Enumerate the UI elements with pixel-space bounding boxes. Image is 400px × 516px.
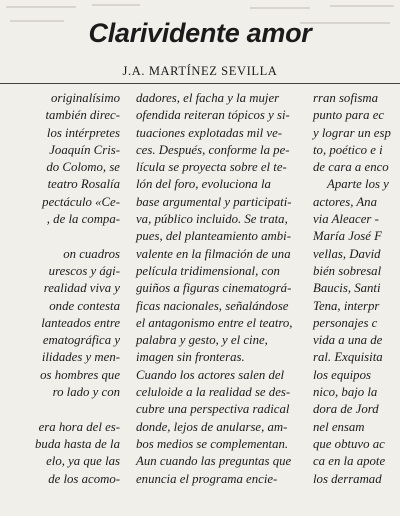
text-line: personajes c <box>313 315 378 330</box>
text-line: los intérpretes <box>46 125 120 140</box>
text-line: urescos y ági- <box>48 263 120 278</box>
byline-divider <box>0 83 400 84</box>
text-line: nico, bajo la <box>313 385 378 400</box>
text-line: onde contesta <box>49 298 120 313</box>
text-line: lícula se proyecta sobre el te- <box>136 160 287 175</box>
text-line: , de la compa- <box>46 212 120 227</box>
text-line: bos medios se complementan. <box>136 436 289 451</box>
text-line: pues, del planteamiento ambi- <box>136 229 291 244</box>
text-line: los equipos <box>313 367 371 382</box>
text-line: era hora del es- <box>38 419 120 434</box>
text-line: va, público incluido. Se trata, <box>136 212 288 227</box>
text-line: Tena, interpr <box>313 298 380 313</box>
text-line: ofendida reiteran tópicos y si- <box>136 108 290 123</box>
text-line: elo, ya que las <box>46 454 120 469</box>
text-line: pectáculo «Ce- <box>42 194 120 209</box>
text-line: base argumental y participati- <box>136 194 292 209</box>
text-line: el antagonismo entre el teatro, <box>136 315 293 330</box>
text-line: ral. Exquisita <box>313 350 383 365</box>
text-line: de cara a enco <box>313 160 389 175</box>
text-line: ilidades y men- <box>41 350 120 365</box>
text-line: rran sofisma <box>313 91 379 105</box>
text-line: punto para ec <box>313 108 385 123</box>
text-line: imagen sin fronteras. <box>136 350 245 365</box>
text-line: realidad viva y <box>43 281 120 296</box>
text-line: os hombres que <box>40 367 120 382</box>
text-line: buda hasta de la <box>35 436 120 451</box>
text-line: de los acomo- <box>48 471 120 486</box>
text-line: guiños a figuras cinematográ- <box>136 281 292 296</box>
text-line: ro lado y con <box>52 385 120 400</box>
text-line: también direc- <box>45 108 120 123</box>
text-line: los derramad <box>313 471 382 486</box>
text-line: Cuando los actores salen del <box>136 367 285 382</box>
text-line <box>0 401 120 418</box>
text-line: María José F <box>313 229 382 244</box>
text-line: vellas, David <box>313 246 381 261</box>
text-line: y lograr un esp <box>313 125 391 140</box>
text-line: ces. Después, conforme la pe- <box>136 142 290 157</box>
text-line: lanteados entre <box>41 315 120 330</box>
text-line: dadores, el facha y la mujer <box>136 91 280 105</box>
text-line: actores, Ana <box>313 194 377 209</box>
text-line: lón del foro, evoluciona la <box>136 177 271 192</box>
text-line: on cuadros <box>63 246 120 261</box>
text-line: ca en la apote <box>313 454 386 469</box>
text-line: que obtuvo ac <box>313 436 385 451</box>
text-line: enuncia el programa encie- <box>136 471 278 486</box>
text-line: nel ensam <box>313 419 365 434</box>
text-line: donde, lejos de anularse, am- <box>136 419 288 434</box>
text-line: valente en la filmación de una <box>136 246 291 261</box>
text-line: bién sobresal <box>313 263 382 278</box>
text-line: via Aleacer - <box>313 212 379 227</box>
text-line: dora de Jord <box>313 402 379 417</box>
text-line: palabra y gesto, y el cine, <box>136 333 268 348</box>
text-column-right <box>313 90 400 488</box>
text-line: cubre una perspectiva radical <box>136 402 290 417</box>
text-line: tuaciones explotadas mil ve- <box>136 125 283 140</box>
text-line: vida a una de <box>313 333 383 348</box>
text-line: celuloide a la realidad se des- <box>136 385 291 400</box>
article-byline: J.A. MARTÍNEZ SEVILLA <box>122 64 278 78</box>
text-line: to, poético e i <box>313 142 383 157</box>
article-headline: Clarividente amor <box>88 18 312 48</box>
text-line: película tridimensional, con <box>136 263 280 278</box>
text-line <box>0 228 120 245</box>
text-line: ficas nacionales, señalándose <box>136 298 289 313</box>
text-line: teatro Rosalía <box>47 177 120 192</box>
text-column-middle <box>136 90 293 488</box>
text-line: Aun cuando las preguntas que <box>136 454 292 469</box>
text-line: Joaquín Cris- <box>49 142 120 157</box>
text-line: Baucis, Santi <box>313 281 381 296</box>
text-line: ematográfica y <box>42 333 120 348</box>
text-column-left <box>0 90 120 488</box>
text-line: originalísimo <box>51 91 120 105</box>
text-line: do Colomo, se <box>46 160 120 175</box>
text-line: Aparte los y <box>327 177 389 192</box>
